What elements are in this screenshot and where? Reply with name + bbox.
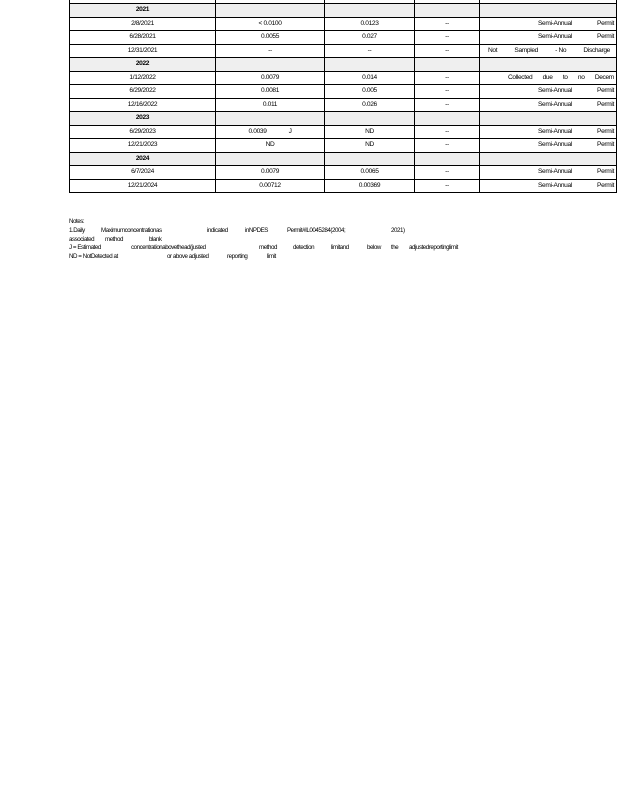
- results-table: [69, 0, 617, 193]
- year-label: 2024: [70, 152, 216, 166]
- sample-date: 2/8/2021: [70, 17, 216, 31]
- sample-date: 12/16/2022: [70, 98, 216, 112]
- note-cell: Semi-Annual Permit: [480, 125, 617, 139]
- note-cell: Semi-Annual Permit: [480, 139, 617, 153]
- value-cell: 0.011: [216, 98, 325, 112]
- note-cell: Semi-Annual Permit: [480, 31, 617, 45]
- value-cell: 0.026: [325, 98, 415, 112]
- year-label: 2023: [70, 112, 216, 126]
- table-row: [70, 125, 617, 139]
- notes-heading: Notes:: [69, 218, 85, 225]
- table-row: [70, 139, 617, 153]
- note-cell: Semi-Annual Permit: [480, 98, 617, 112]
- table-row: [70, 98, 617, 112]
- year-row: [70, 4, 617, 18]
- value-cell: --: [415, 179, 480, 193]
- value-cell: < 0.0100: [216, 17, 325, 31]
- value-cell: --: [415, 85, 480, 99]
- value-cell: 0.0065: [325, 166, 415, 180]
- value-cell: --: [325, 44, 415, 58]
- value-cell: ND: [325, 125, 415, 139]
- value-cell: --: [415, 125, 480, 139]
- value-cell: --: [415, 98, 480, 112]
- value-cell: --: [415, 71, 480, 85]
- year-row: [70, 152, 617, 166]
- note-cell: Semi-Annual Permit: [480, 85, 617, 99]
- sample-date: 12/31/2021: [70, 44, 216, 58]
- value-cell: 0.00369: [325, 179, 415, 193]
- value-cell: 0.0079: [216, 166, 325, 180]
- value-cell: --: [415, 166, 480, 180]
- sample-date: 6/29/2022: [70, 85, 216, 99]
- value-cell: --: [415, 44, 480, 58]
- table-row: [70, 179, 617, 193]
- value-cell: 0.005: [325, 85, 415, 99]
- table-row: [70, 166, 617, 180]
- table-row: [70, 71, 617, 85]
- note-cell: Collected due to no Decem: [480, 71, 617, 85]
- sample-date: 12/21/2024: [70, 179, 216, 193]
- sample-date: 12/21/2023: [70, 139, 216, 153]
- value-cell: 0.0123: [325, 17, 415, 31]
- sample-date: 6/7/2024: [70, 166, 216, 180]
- value-cell: 0.0039 J: [216, 125, 325, 139]
- table-row: [70, 85, 617, 99]
- qualifier-flag: J: [288, 127, 292, 135]
- table-row: [70, 31, 617, 45]
- value-cell: 0.0079: [216, 71, 325, 85]
- sample-date: 6/29/2023: [70, 125, 216, 139]
- value-cell: --: [415, 31, 480, 45]
- value-cell: --: [216, 44, 325, 58]
- year-label: 2021: [70, 4, 216, 18]
- year-row: [70, 112, 617, 126]
- sample-date: 1/12/2022: [70, 71, 216, 85]
- note-cell: Semi-Annual Permit: [480, 17, 617, 31]
- year-label: 2022: [70, 58, 216, 72]
- value-cell: ND: [216, 139, 325, 153]
- note-cell: Semi-Annual Permit: [480, 179, 617, 193]
- value-cell: 0.014: [325, 71, 415, 85]
- value-cell: 0.027: [325, 31, 415, 45]
- sample-date: 6/28/2021: [70, 31, 216, 45]
- note-cell: Semi-Annual Permit: [480, 166, 617, 180]
- note-cell: Not Sampled - No Discharge: [480, 44, 617, 58]
- value-cell: 0.00712: [216, 179, 325, 193]
- value-cell: 0.0055: [216, 31, 325, 45]
- value-cell: 0.0081: [216, 85, 325, 99]
- value-cell: --: [415, 17, 480, 31]
- value-cell: --: [415, 139, 480, 153]
- table-row: [70, 17, 617, 31]
- year-row: [70, 58, 617, 72]
- results-table-container: [69, 0, 616, 193]
- table-row: [70, 44, 617, 58]
- value-cell: ND: [325, 139, 415, 153]
